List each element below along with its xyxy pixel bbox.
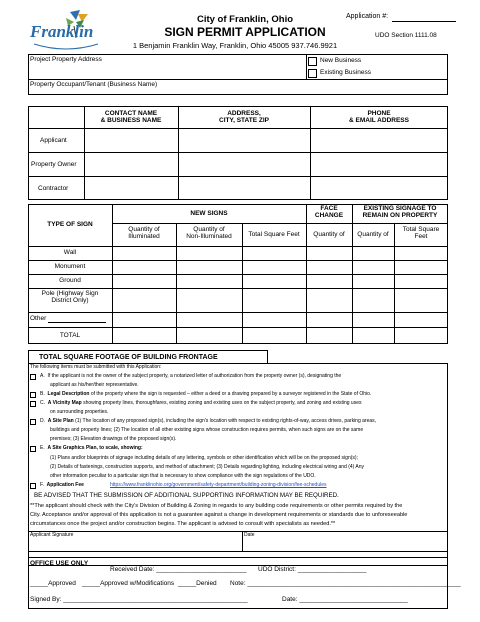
project-address-label: Project Property Address xyxy=(30,56,102,63)
phone-header: PHONE & EMAIL ADDRESS xyxy=(349,110,409,124)
item-a-text-2: applicant as his/her/their representative. xyxy=(50,382,139,388)
applicant-signature-label: Applicant Signature xyxy=(30,532,74,538)
udo-district-field[interactable]: UDO District: ___________________ xyxy=(258,566,367,573)
logo-wordmark: Franklin xyxy=(30,22,94,41)
advisory-text: BE ADVISED THAT THE SUBMISSION OF ADDITIONAL SUPPORTING INFORMATION MAY BE REQUIRED. xyxy=(34,492,339,499)
pole-row-label: Pole (Highway Sign District Only) xyxy=(41,290,99,304)
building-frontage-label: TOTAL SQUARE FOOTAGE OF BUILDING FRONTAGE xyxy=(28,350,268,364)
approved-field[interactable]: _____Approved xyxy=(30,580,76,587)
item-e-text: E. A Site Graphics Plan, to scale, showing: xyxy=(40,445,143,451)
occupant-label: Property Occupant/Tenant (Business Name) xyxy=(30,81,158,88)
item-b-text: B. Legal Description of the property where the sign is requested – either a deed or a drawing prepared by a surveyor registered in the State of Ohio. xyxy=(40,391,372,397)
total-row-label: TOTAL xyxy=(59,332,81,339)
denied-field[interactable]: _____Denied xyxy=(178,580,217,587)
approved-modifications-field[interactable]: _____Approved w/Modifications xyxy=(82,580,175,587)
requirements-intro: The following items must be submitted with this Application: xyxy=(30,364,162,370)
received-date-field[interactable]: Received Date: _________________________ xyxy=(110,566,247,573)
page-title: SIGN PERMIT APPLICATION xyxy=(164,25,326,39)
property-owner-row-label: Property Owner xyxy=(31,161,77,168)
existing-business-label: Existing Business xyxy=(320,69,371,76)
item-d-text-3: premises; (3) Elevation drawings of the proposed sign(s). xyxy=(50,436,177,442)
item-d-text-2: buildings and property lines; (2) The location of all other existing signs whose construction requires permits, when such signs are on the same xyxy=(50,427,364,433)
application-number-label: Application #: xyxy=(346,13,389,20)
existing-signage-header: EXISTING SIGNAGE TO REMAIN ON PROPERTY xyxy=(362,205,438,219)
ground-row-label: Ground xyxy=(59,277,81,284)
item-e-text-1: (1) Plans and/or blueprints of signage including details of any lettering, symbols or other identification which will be on the proposed sign(s); xyxy=(50,455,358,461)
office-note-field[interactable]: Note: ___________________________________________________________ xyxy=(230,580,461,587)
item-f-text: F. Application Fee xyxy=(40,482,84,488)
application-number-field[interactable] xyxy=(392,21,456,22)
item-f-checkbox[interactable] xyxy=(30,483,36,489)
office-use-title: OFFICE USE ONLY xyxy=(30,560,89,567)
contractor-row-label: Contractor xyxy=(38,185,69,192)
existing-sqft-header: Total Square Feet xyxy=(402,226,440,240)
city-name: City of Franklin, Ohio xyxy=(196,14,294,25)
contact-name-header: CONTACT NAME & BUSINESS NAME xyxy=(100,110,162,124)
fee-schedule-link[interactable]: https://www.franklinohio.org/government/safety-department/building-zoning-division/fee-schedules xyxy=(110,482,327,488)
item-b-checkbox[interactable] xyxy=(30,392,36,398)
other-row-label: Other xyxy=(30,315,47,322)
item-c-text-2: on surrounding properties. xyxy=(50,409,109,415)
item-d-checkbox[interactable] xyxy=(30,419,36,425)
signature-date-field[interactable] xyxy=(243,540,447,550)
property-owner-contact-field[interactable] xyxy=(85,153,177,175)
city-address: 1 Benjamin Franklin Way, Franklin, Ohio 45005 937.746.9921 xyxy=(132,41,338,50)
disclaimer-line-1: **The applicant should check with the City's Division of Building & Zoning in regards to any building code requirements or other permits required by the xyxy=(30,503,403,509)
wall-row-label: Wall xyxy=(63,249,77,256)
project-address-field[interactable] xyxy=(120,55,304,78)
signed-by-field[interactable]: Signed By: ___________________________________________________ xyxy=(30,596,248,603)
monument-row-label: Monument xyxy=(54,263,86,270)
new-business-checkbox[interactable] xyxy=(308,57,317,66)
applicant-contact-field[interactable] xyxy=(85,129,177,151)
item-d-text: D. A Site Plan (1) The location of any proposed sign(s), including the sign's location with respect to existing rights-of-way, access drives, parking areas, xyxy=(40,418,377,424)
qty-illuminated-header: Quantity of Illuminated xyxy=(128,226,160,240)
applicant-signature-field[interactable] xyxy=(29,540,241,550)
item-e-text-3: other information peculiar to a particular sign that is necessary to show compliance with the sign regulations of the UDO. xyxy=(50,473,316,479)
item-a-text: A. If the applicant is not the owner of the subject property, a notarized letter of authorization from the property owner (s), designating the xyxy=(40,373,342,379)
item-c-text: C. A Vicinity Map showing property lines, thoroughfares, existing zoning and existing uses on the subject property, and zoning and existing uses xyxy=(40,400,362,406)
item-e-text-2: (2) Details of fastenings, construction supports, and method of attachment; (3) Details regarding lighting, including electrical wiring and (4) Any xyxy=(50,464,365,470)
existing-business-checkbox[interactable] xyxy=(308,69,317,78)
signature-date-label: Date xyxy=(244,532,255,538)
new-business-label: New Business xyxy=(320,57,362,64)
type-of-sign-header: TYPE OF SIGN xyxy=(47,221,93,228)
office-date-field[interactable]: Date: ______________________________ xyxy=(282,596,408,603)
item-a-checkbox[interactable] xyxy=(30,374,36,380)
item-e-checkbox[interactable] xyxy=(30,446,36,452)
applicant-row-label: Applicant xyxy=(40,137,67,144)
existing-qty-header: Quantity of xyxy=(357,231,389,238)
total-sqft-header: Total Square Feet xyxy=(248,231,300,238)
udo-section: UDO Section 1111.08 xyxy=(375,32,437,39)
item-c-checkbox[interactable] xyxy=(30,401,36,407)
face-change-qty-header: Quantity of xyxy=(313,231,345,238)
contractor-contact-field[interactable] xyxy=(85,177,177,199)
occupant-field[interactable] xyxy=(160,80,446,94)
qty-non-illuminated-header: Quantity of Non-Illuminated xyxy=(186,226,232,240)
disclaimer-line-2: City. Acceptance and/or approval of this application is not a guarantee against a change in development requirements or standards due to unforeseeable xyxy=(30,512,408,518)
disclaimer-line-3: circumstances once the project and/or construction begins. The applicant is advised to consult with specialists as needed.** xyxy=(30,521,336,527)
new-signs-header: NEW SIGNS xyxy=(190,210,228,217)
address-header: ADDRESS, CITY, STATE ZIP xyxy=(219,110,269,124)
face-change-header: FACE CHANGE xyxy=(314,205,344,219)
